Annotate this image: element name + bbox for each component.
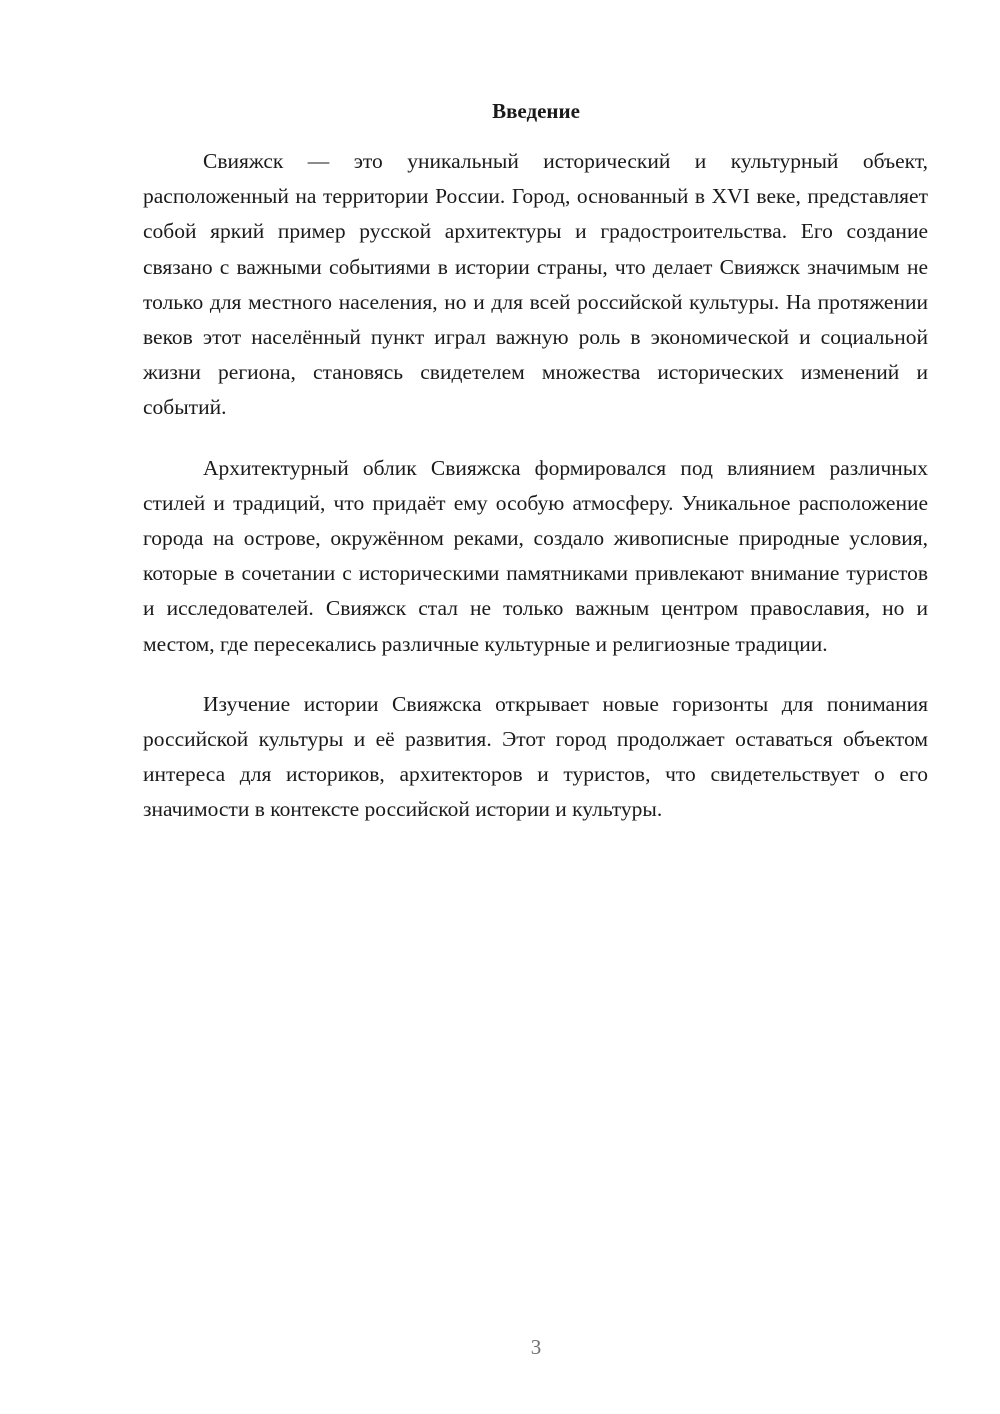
- page-number: 3: [530, 1335, 542, 1359]
- paragraph-1: Свияжск — это уникальный исторический и культурный объект, расположенный на территории России. Город, основанный в XVI веке, представляет собой яркий пример русской архитектуры и градостроительства. Его создание связано с важными событиями в истории страны, что делает Свияжск значимым не только для местного населения, но и для всей российской культуры. На протяжении веков этот населённый пункт играл важную роль в экономической и социальной жизни региона, становясь свидетелем множества исторических изменений и событий.: [143, 149, 928, 420]
- paragraph-3: Изучение истории Свияжска открывает новые горизонты для понимания российской культуры и её развития. Этот город продолжает оставаться объектом интереса для историков, архитекторов и туристов, что свидетельствует о его значимости в контексте российской истории и культуры.: [143, 691, 928, 822]
- paragraph-2: Архитектурный облик Свияжска формировался под влиянием различных стилей и традиций, что придаёт ему особую атмосферу. Уникальное расположение города на острове, окружённом реками, создало живописные природные условия, которые в сочетании с историческими памятниками привлекают внимание туристов и исследователей. Свияжск стал не только важным центром православия, но и местом, где пересекались различные культурные и религиозные традиции.: [143, 455, 928, 656]
- body-text: [143, 144, 928, 828]
- section-title: Введение: [492, 99, 580, 123]
